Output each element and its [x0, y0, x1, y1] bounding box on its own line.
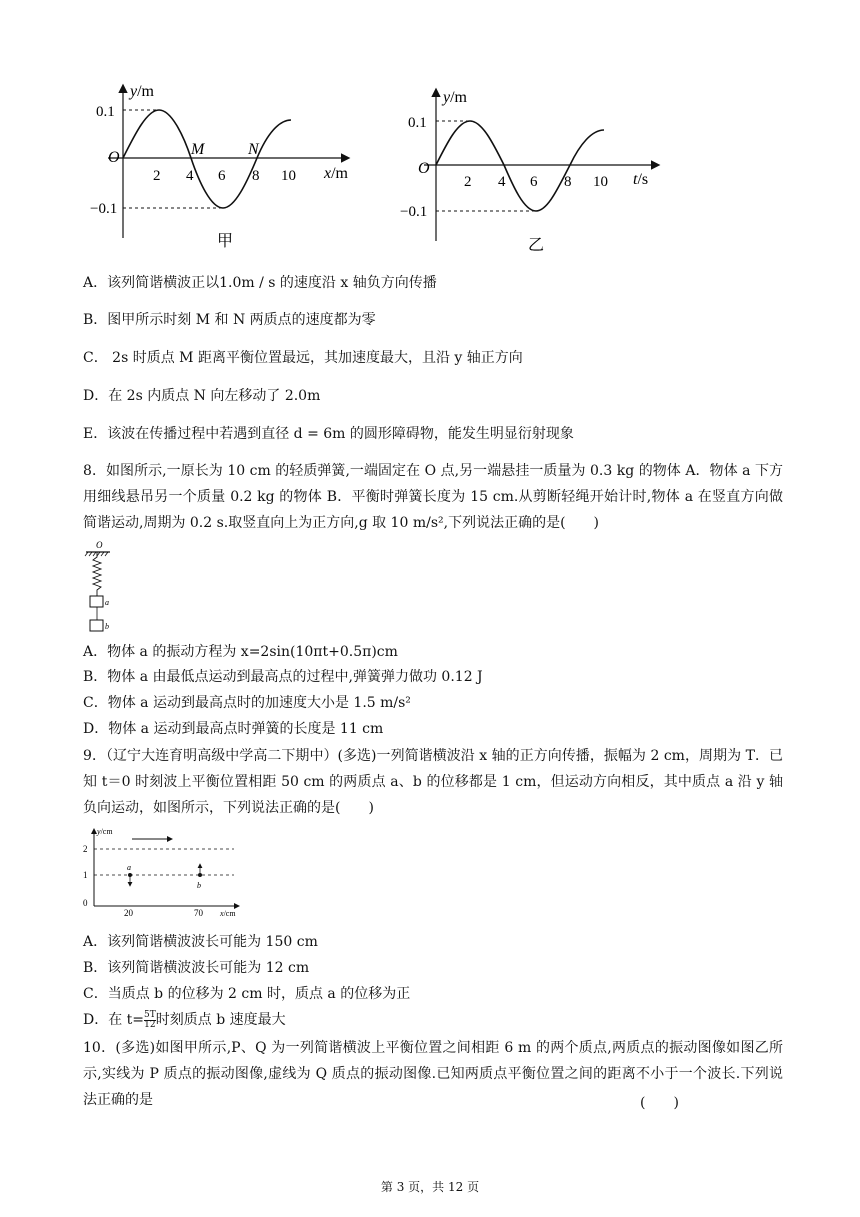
- q7-option-c: C． 2s 时质点 M 距离平衡位置最远，其加速度最大，且沿 y 轴正方向: [83, 350, 523, 366]
- tick-6: 6: [218, 168, 226, 184]
- q7-option-e: E．该波在传播过程中若遇到直径 d = 6m 的圆形障碍物，能发生明显衍射现象: [83, 426, 574, 442]
- point-m-label: M: [191, 141, 205, 158]
- q9-option-c: C．当质点 b 的位移为 2 cm 时，质点 a 的位移为正: [83, 986, 411, 1002]
- object-b-label: b: [105, 622, 109, 631]
- y-axis-label: y/cm: [97, 827, 113, 836]
- wave-graph-jia: [90, 78, 360, 258]
- tick-2: 2: [153, 168, 161, 184]
- bottom-value: −0.1: [90, 201, 118, 217]
- tick-8: 8: [564, 174, 572, 190]
- tick-8: 8: [252, 168, 260, 184]
- q9-option-d-prefix: D．在 t=: [83, 1012, 145, 1028]
- top-value: 0.1: [408, 115, 427, 131]
- q8-option-d: D．物体 a 运动到最高点时弹簧的长度是 11 cm: [83, 721, 384, 737]
- object-a: [90, 596, 103, 607]
- q8-option-b: B．物体 a 由最低点运动到最高点的过程中,弹簧弹力做功 0.12 J: [83, 669, 483, 685]
- spring-diagram: [83, 540, 123, 635]
- x-axis-label: x/cm: [220, 909, 236, 918]
- y-tick-0: 0: [83, 898, 88, 908]
- q10-stem: 10．(多选)如图甲所示,P、Q 为一列简谐横波上平衡位置之间相距 6 m 的两个质点,两质点的振动图像如图乙所示,实线为 P 质点的振动图像,虚线为 Q 质点的振动图像.已知两质点平衡位置之间的距离不小于一个波长.下列说法正确的是: [83, 1040, 783, 1108]
- wave-curve-jia: [123, 110, 291, 208]
- q9-stem: 9．（辽宁大连育明高级中学高二下期中）(多选)一列简谐横波沿 x 轴的正方向传播，振幅为 2 cm，周期为 T．已知 t＝0 时刻波上平衡位置相距 50 cm 的两质点 a、b 的位移都是 1 cm，但运动方向相反，其中质点 a 沿 y 轴负向运动，如图所示，下列说法正确的是( ): [83, 748, 783, 816]
- q9-option-b: B．该列简谐横波波长可能为 12 cm: [83, 960, 310, 976]
- vibration-curve-yi: [436, 121, 604, 211]
- fixed-point-label: O: [96, 540, 103, 550]
- point-n-label: N: [248, 141, 259, 158]
- q8-option-a: A．物体 a 的振动方程为 x=2sin(10πt+0.5π)cm: [83, 644, 398, 660]
- y-axis-label: y/m: [130, 83, 154, 100]
- fraction-5t-12: $\frac{5T}{12}$: [144, 1009, 156, 1030]
- q8-stem: 8．如图所示,一原长为 10 cm 的轻质弹簧,一端固定在 O 点,另一端悬挂一质量为 0.3 kg 的物体 A．物体 a 下方用细线悬吊另一个质量 0.2 kg 的物体 B．平衡时弹簧长度为 15 cm.从剪断轻绳开始计时,物体 a 在竖直方向做简谐运动,周期为 0.2 s.取竖直向上为正方向,g 取 10 m/s²,下列说法正确的是( ): [83, 463, 783, 531]
- tick-4: 4: [186, 168, 194, 184]
- tick-4: 4: [498, 174, 506, 190]
- wave-position-diagram: [74, 824, 249, 919]
- figure-caption-jia: 甲: [217, 233, 234, 250]
- q8-option-c: C．物体 a 运动到最高点时的加速度大小是 1.5 m/s²: [83, 695, 411, 711]
- y-axis-label: y/m: [443, 89, 467, 106]
- tick-10: 10: [593, 174, 608, 190]
- top-value: 0.1: [96, 104, 115, 120]
- x-axis-label: x/m: [324, 165, 348, 182]
- x-tick-70: 70: [194, 908, 203, 918]
- x-axis-label: t/s: [633, 171, 649, 188]
- object-b: [90, 620, 103, 631]
- object-a-label: a: [105, 598, 109, 607]
- x-tick-20: 20: [124, 908, 133, 918]
- page-footer: 第 3 页，共 12 页: [380, 1180, 480, 1194]
- origin-label: O: [418, 160, 430, 177]
- origin-label: O: [108, 149, 120, 166]
- q10-answer-paren: ( ): [640, 1095, 679, 1111]
- vibration-graph-yi: [396, 78, 671, 258]
- q9-option-d: [83, 1010, 286, 1030]
- q7-option-a: A．该列简谐横波正以1.0m / s 的速度沿 x 轴负方向传播: [83, 275, 437, 291]
- tick-6: 6: [530, 174, 538, 190]
- tick-2: 2: [464, 174, 472, 190]
- q9-option-a: A．该列简谐横波波长可能为 150 cm: [83, 934, 318, 950]
- q7-option-d: D．在 2s 内质点 N 向左移动了 2.0m: [83, 388, 321, 404]
- spring: [93, 552, 101, 596]
- bottom-value: −0.1: [400, 204, 428, 220]
- point-b: [198, 873, 202, 877]
- point-a: [128, 873, 132, 877]
- y-tick-1: 1: [83, 870, 88, 880]
- q7-option-b: B．图甲所示时刻 M 和 N 两质点的速度都为零: [83, 312, 376, 328]
- tick-10: 10: [281, 168, 296, 184]
- point-a-label: a: [127, 863, 131, 872]
- y-tick-2: 2: [83, 844, 88, 854]
- q9-option-d-suffix: 时刻质点 b 速度最大: [155, 1012, 286, 1028]
- point-b-label: b: [197, 881, 201, 890]
- figure-caption-yi: 乙: [528, 237, 545, 254]
